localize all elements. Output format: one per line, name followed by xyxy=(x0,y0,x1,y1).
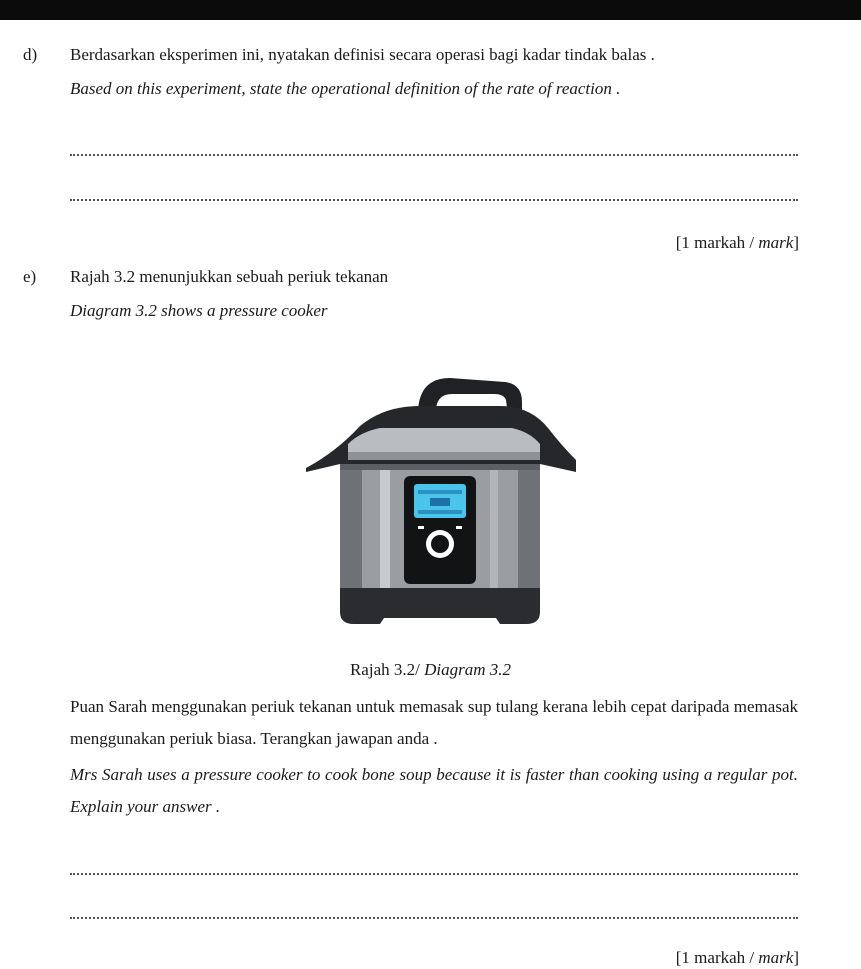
body-highlight xyxy=(380,464,390,592)
answer-line-e-1[interactable] xyxy=(70,873,798,875)
cooker-base xyxy=(340,588,540,624)
caption-italic: Diagram 3.2 xyxy=(424,660,512,679)
answer-line-d-2[interactable] xyxy=(70,199,798,201)
question-e-body-english: Mrs Sarah uses a pressure cooker to cook bone soup because it is faster than cooking using a regular pot. Explain your answer . xyxy=(70,765,798,816)
marks-italic: mark xyxy=(758,233,794,252)
body-right-shade xyxy=(518,464,540,592)
question-e-marks xyxy=(676,947,799,969)
body-left-shade xyxy=(340,464,362,592)
body-highlight-right xyxy=(490,464,498,592)
question-d-malay-text: Berdasarkan eksperimen ini, nyatakan definisi secara operasi bagi kadar tindak balas . xyxy=(70,45,655,64)
question-e-malay-text: Rajah 3.2 menunjukkan sebuah periuk tekanan xyxy=(70,267,389,286)
display-line-2 xyxy=(418,510,462,514)
question-e-body-malay: Puan Sarah menggunakan periuk tekanan untuk memasak sup tulang kerana lebih cepat daripada memasak menggunakan periuk biasa. Terangkan jawapan anda . xyxy=(70,697,798,748)
panel-indicator-right xyxy=(456,526,462,529)
marks-italic: mark xyxy=(758,948,794,967)
question-d-label: d) xyxy=(23,45,38,64)
answer-line-e-2[interactable] xyxy=(70,917,798,919)
panel-indicator-left xyxy=(418,526,424,529)
lid-band-shadow xyxy=(348,452,540,460)
caption-prefix: Rajah 3.2/ xyxy=(349,660,425,679)
marks-prefix: [1 markah / xyxy=(675,233,759,252)
question-e-label: e) xyxy=(23,267,37,286)
question-d-marks xyxy=(676,232,799,254)
top-black-bar xyxy=(0,0,861,20)
diagram-caption xyxy=(0,660,861,680)
pressure-cooker-illustration xyxy=(300,372,580,628)
question-e-english-text: Diagram 3.2 shows a pressure cooker xyxy=(70,301,328,320)
marks-suffix: ] xyxy=(793,233,799,252)
body-top-edge xyxy=(340,464,540,470)
answer-line-d-1[interactable] xyxy=(70,154,798,156)
display-line-1 xyxy=(418,490,462,494)
display-readout xyxy=(430,498,450,506)
question-d-english-text: Based on this experiment, state the operational definition of the rate of reaction . xyxy=(70,79,621,98)
marks-prefix: [1 markah / xyxy=(675,948,759,967)
control-knob-inner xyxy=(431,535,449,553)
marks-suffix: ] xyxy=(793,948,799,967)
